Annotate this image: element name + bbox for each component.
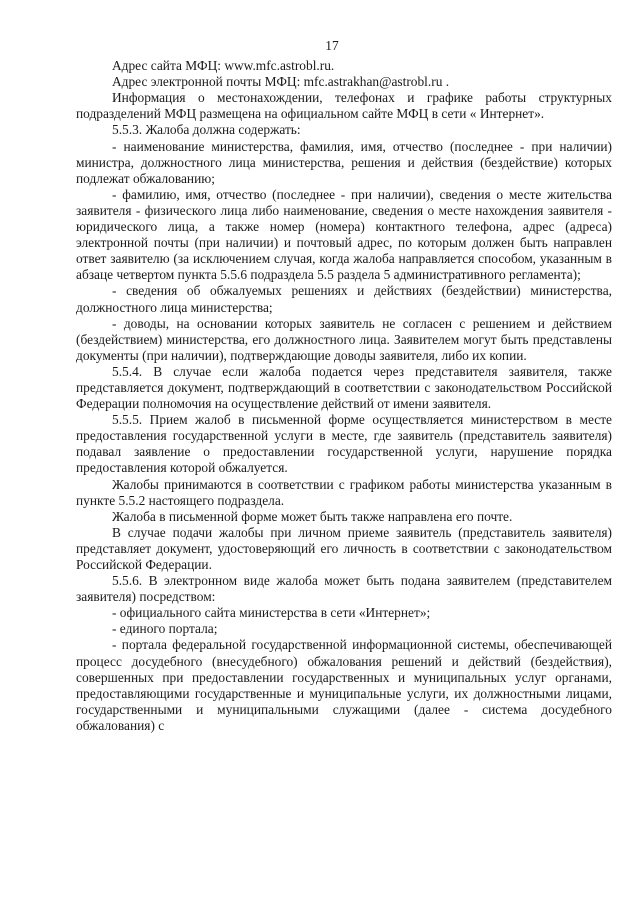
paragraph-mfc-info: Информация о местонахождении, телефонах и графике работы структурных подразделений МФЦ размещена на официальном сайте МФЦ в сети « Интернет». <box>76 90 612 122</box>
paragraph-5-5-3: 5.5.3. Жалоба должна содержать: <box>112 122 301 138</box>
paragraph-site-address: Адрес сайта МФЦ: www.mfc.astrobl.ru. <box>112 58 335 74</box>
paragraph-5-5-4: 5.5.4. В случае если жалоба подается через представителя заявителя, также представляется документ, подтверждающий в соответствии с законодательством Российской Федерации полномочия на осуществление действий от имени заявителя. <box>76 363 612 412</box>
document-body <box>76 58 612 734</box>
paragraph-personal-reception: В случае подачи жалобы при личном приеме заявитель (представитель заявителя) представляет документ, удостоверяющий его личность в соответствии с законодательством Российской Федерации. <box>76 524 612 572</box>
page-number: 17 <box>325 38 339 53</box>
paragraph-email-address: Адрес электронной почты МФЦ: mfc.astrakhan@astrobl.ru . <box>112 74 450 90</box>
list-item-applicant-info: - фамилию, имя, отчество (последнее - при наличии), сведения о месте жительства заявителя - физического лица либо наименование, сведения о месте нахождения заявителя - юридического лица, а также номер (номера) контактного телефона, адрес (адреса) электронной почты (при наличии) и почтовый адрес, по которым должен быть направлен ответ заявителю (за исключением случая, когда жалоба направляется способом, указанным в абзаце четвертом пункта 5.5.6 подраздела 5.5 раздела 5 административного регламента); <box>76 186 612 283</box>
paragraph-schedule: Жалобы принимаются в соответствии с графиком работы министерства указанным в пункте 5.5.2 настоящего подраздела. <box>76 476 612 508</box>
list-item-unified-portal: - единого портала; <box>112 621 218 637</box>
paragraph-5-5-6: 5.5.6. В электронном виде жалоба может быть подана заявителем (представителем заявителя) посредством: <box>76 573 612 605</box>
paragraph-mail: Жалоба в письменной форме может быть также направлена его почте. <box>112 508 513 524</box>
list-item-decisions: - сведения об обжалуемых решениях и действиях (бездействии) министерства, должностного лица министерства; <box>76 283 612 315</box>
list-item-arguments: - доводы, на основании которых заявитель не согласен с решением и действием (бездействием) министерства, его должностного лица. Заявителем могут быть представлены документы (при наличии), подтверждающие доводы заявителя, либо их копии. <box>76 315 612 363</box>
paragraph-5-5-5: 5.5.5. Прием жалоб в письменной форме осуществляется министерством в месте предоставления государственной услуги в месте, где заявитель (представитель заявителя) подавал заявление о предоставлении государственной услуги, нарушение порядка предоставления которой обжалуется. <box>76 412 612 476</box>
list-item-federal-portal: - портала федеральной государственной информационной системы, обеспечивающей процесс досудебного (внесудебного) обжалования решений и действий (бездействия), совершенных при предоставлении государственных и муниципальных услуг органами, предоставляющими государственные и муниципальные услуги, их должностными лицами, государственными и муниципальными служащими (далее - система досудебного обжалования) с <box>76 637 612 733</box>
list-item-ministry-name: - наименование министерства, фамилия, имя, отчество (последнее - при наличии) министра, должностного лица министерства, решения и действия (бездействие) которых подлежат обжалованию; <box>76 138 612 186</box>
list-item-official-site: - официального сайта министерства в сети «Интернет»; <box>112 605 431 621</box>
